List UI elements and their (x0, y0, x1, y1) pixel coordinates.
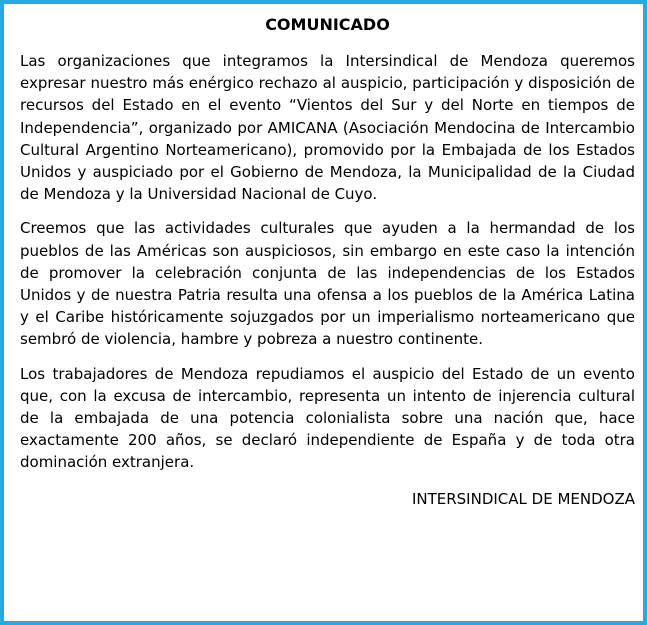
document-title: COMUNICADO (265, 15, 390, 34)
paragraph-2: Creemos que las actividades culturales que ayuden a la hermandad de los pueblos de las Américas son auspiciosos, sin embargo en este caso la intención de promover la celebración conjunta de las independencias de los Estados Unidos y de nuestra Patria resulta una ofensa a los pueblos de la América Latina y el Caribe históricamente sojuzgados por un imperialismo norteamericano que sembró de violencia, hambre y pobreza a nuestro continente. (20, 219, 635, 349)
signature: INTERSINDICAL DE MENDOZA (411, 489, 635, 508)
document-body (20, 14, 635, 510)
paragraph-1: Las organizaciones que integramos la Intersindical de Mendoza queremos expresar nuestro más enérgico rechazo al auspicio, participación y disposición de recursos del Estado en el evento “Vientos del Sur y del Norte en tiempos de Independencia”, organizado por AMICANA (Asociación Mendocina de Intercambio Cultural Argentino Norteamericano), promovido por la Embajada de los Estados Unidos y auspiciado por el Gobierno de Mendoza, la Municipalidad de la Ciudad de Mendoza y la Universidad Nacional de Cuyo. (20, 52, 635, 204)
paragraph-3: Los trabajadores de Mendoza repudiamos el auspicio del Estado de un evento que, con la excusa de intercambio, representa un intento de injerencia cultural de la embajada de una potencia colonialista sobre una nación que, hace exactamente 200 años, se declaró independiente de España y de toda otra dominación extranjera. (20, 364, 635, 472)
